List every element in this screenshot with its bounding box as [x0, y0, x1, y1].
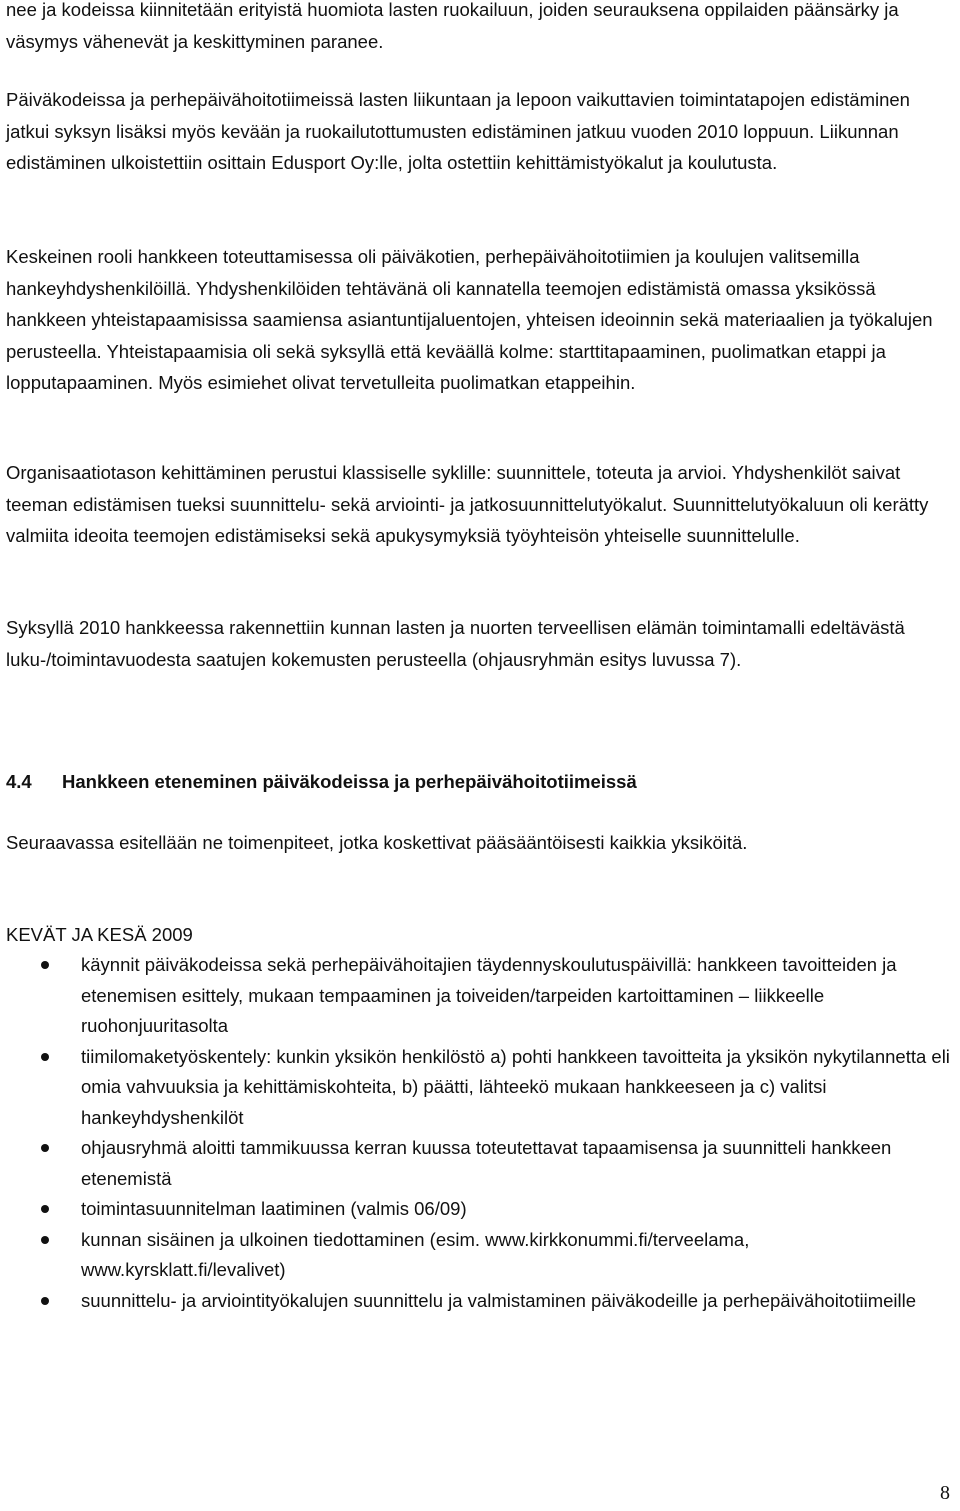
bullet-icon	[41, 1297, 49, 1305]
list-item	[6, 1042, 952, 1134]
subheading-kevat-kesa-2009: KEVÄT JA KESÄ 2009	[6, 924, 193, 945]
list-item	[6, 1194, 952, 1225]
bullet-list	[6, 950, 952, 1316]
list-item-text: kunnan sisäinen ja ulkoinen tiedottaminen (esim. www.kirkkonummi.fi/terveelama, www.kyrsklatt.fi/levalivet)	[81, 1228, 750, 1280]
section-intro: Seuraavassa esitellään ne toimenpiteet, jotka koskettivat pääsääntöisesti kaikkia yksiköitä.	[6, 832, 748, 853]
paragraph-liikunta: Päiväkodeissa ja perhepäivähoitotiimeissä lasten liikuntaan ja lepoon vaikuttavien toimintatapojen edistäminen jatkui syksyn lisäksi myös kevään ja ruokailutottumusten edistäminen jatkuu vuoden 2010 loppuun. Liikunnan edistäminen ulkoistettiin osittain Edusport Oy:lle, jolta ostettiin kehittämistyökalut ja koulutusta.	[6, 89, 910, 173]
paragraph-organisaatiotaso: Organisaatiotason kehittäminen perustui klassiselle syklille: suunnittele, toteuta ja arvioi. Yhdyshenkilöt saivat teeman edistämisen tueksi suunnittelu- sekä arviointi- ja jatkosuunnittelutyökalut. Suunnittelutyökaluun oli kerätty valmiita ideoita teemojen edistämiseksi sekä apukysymyksiä työyhteisön yhteiselle suunnittelulle.	[6, 462, 929, 546]
bullet-icon	[41, 1205, 49, 1213]
bullet-icon	[41, 1053, 49, 1061]
list-item	[6, 1225, 952, 1286]
section-heading	[6, 766, 952, 797]
paragraph-syksy-2010: Syksyllä 2010 hankkeessa rakennettiin kunnan lasten ja nuorten terveellisen elämän toimintamalli edeltävästä luku-/toimintavuodesta saatujen kokemusten perusteella (ohjausryhmän esitys luvussa 7).	[6, 617, 905, 670]
section-title: Hankkeen eteneminen päiväkodeissa ja perhepäivähoitotiimeissä	[62, 771, 637, 792]
list-item-text: toimintasuunnitelman laatiminen (valmis 06/09)	[81, 1198, 467, 1219]
paragraph-continuation: nee ja kodeissa kiinnitetään erityistä huomiota lasten ruokailuun, joiden seurauksena oppilaiden päänsärky ja väsymys vähenevät ja keskittyminen paranee.	[6, 0, 899, 52]
bullet-icon	[41, 1236, 49, 1244]
section-number: 4.4	[6, 771, 32, 792]
list-item	[6, 1133, 952, 1194]
paragraph-yhdyshenkilot: Keskeinen rooli hankkeen toteuttamisessa oli päiväkotien, perhepäivähoitotiimien ja koulujen valitsemilla hankeyhdyshenkilöillä. Yhdyshenkilöiden tehtävänä oli kannatella teemojen edistämistä omassa yksikössä hankkeen yhteistapaamisissa saamiensa asiantuntijaluentojen, yhteisen ideoinnin sekä materiaalien ja työkalujen perusteella. Yhteistapaamisia oli sekä syksyllä että keväällä kolme: starttitapaaminen, puolimatkan etappi ja lopputapaaminen. Myös esimiehet olivat tervetulleita puolimatkan etappeihin.	[6, 246, 933, 393]
bullet-icon	[41, 961, 49, 969]
list-item-text: tiimilomaketyöskentely: kunkin yksikön henkilöstö a) pohti hankkeen tavoitteita ja yksikön nykytilannetta eli omia vahvuuksia ja kehittämiskohteita, b) päätti, lähteekö mukaan hankkeeseen ja c) valitsi hankeyhdyshenkilöt	[81, 1045, 950, 1128]
list-item	[6, 1286, 952, 1317]
list-item-text: ohjausryhmä aloitti tammikuussa kerran kuussa toteutettavat tapaamisensa ja suunnitteli hankkeen etenemistä	[81, 1137, 892, 1189]
list-item-text: käynnit päiväkodeissa sekä perhepäivähoitajien täydennyskoulutuspäivillä: hankkeen tavoitteiden ja etenemisen esittely, mukaan tempaaminen ja toiveiden/tarpeiden kartoittaminen – liikkeelle ruohonjuuritasolta	[81, 954, 897, 1036]
page-number: 8	[940, 1482, 950, 1504]
list-item	[6, 950, 952, 1042]
list-item-text: suunnittelu- ja arviointityökalujen suunnittelu ja valmistaminen päiväkodeille ja perhepäivähoitotiimeille	[81, 1289, 917, 1311]
bullet-icon	[41, 1144, 49, 1152]
